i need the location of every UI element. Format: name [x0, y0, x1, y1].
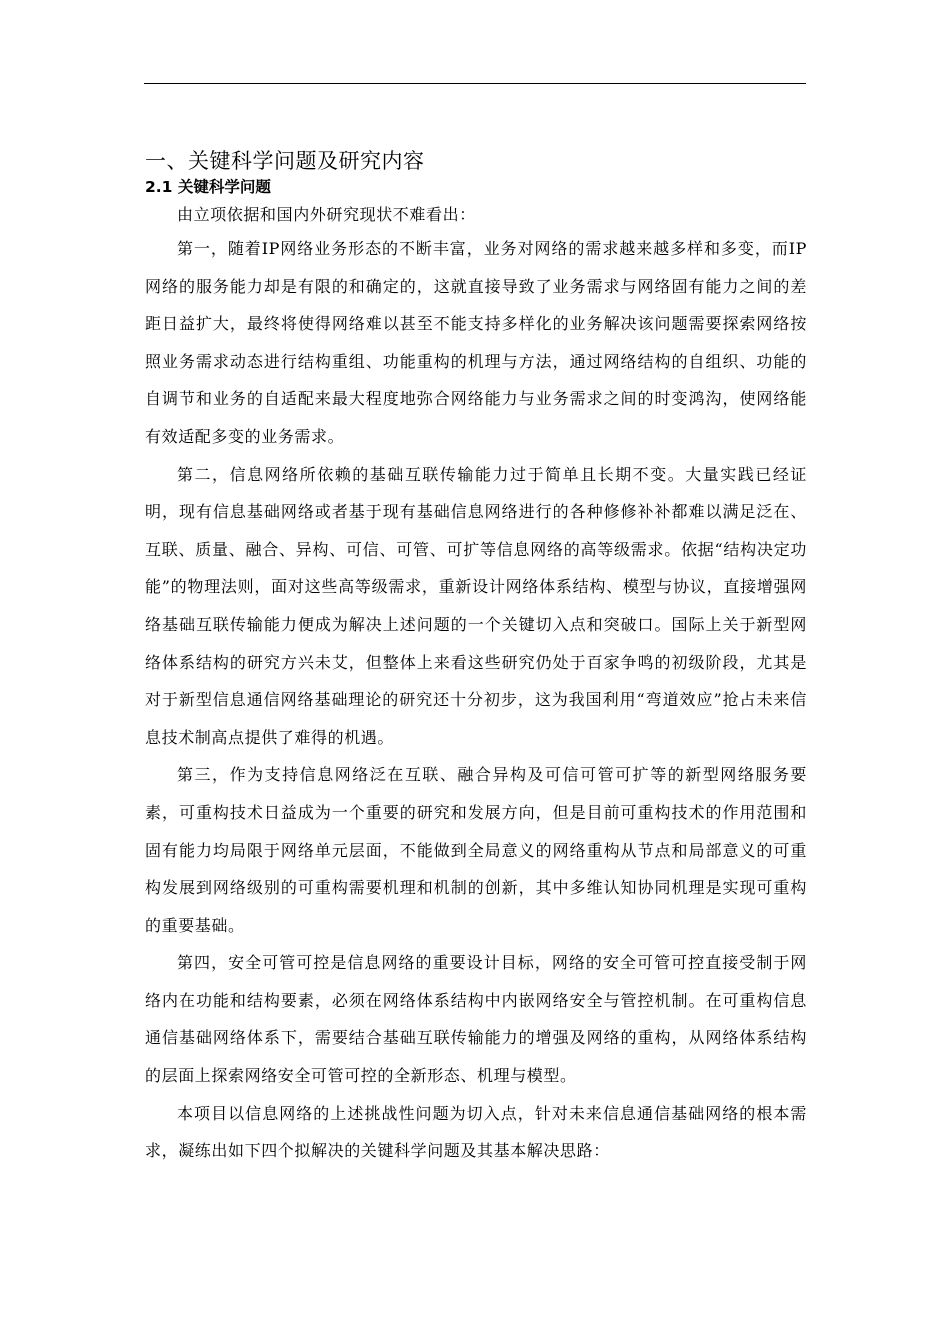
paragraph-intro: 由立项依据和国内外研究现状不难看出： [177, 205, 476, 224]
paragraph-third: 第三，作为支持信息网络泛在互联、融合异构及可信可管可扩等的新型网络服务要素，可重构技术日益成为一个重要的研究和发展方向，但是目前可重构技术的作用范围和固有能力均局限于网络单元层面，不能做到全局意义的网络重构从节点和局部意义的可重构发展到网络级别的可重构需要机理和机制的创新，其中多维认知协同机理是实现可重构的重要基础。 [145, 765, 807, 935]
document-body [145, 146, 807, 1170]
paragraph-summary: 本项目以信息网络的上述挑战性问题为切入点，针对未来信息通信基础网络的根本需求，凝练出如下四个拟解决的关键科学问题及其基本解决思路： [145, 1103, 807, 1161]
section-heading: 一、关键科学问题及研究内容 [145, 149, 425, 173]
paragraph-fourth: 第四，安全可管可控是信息网络的重要设计目标，网络的安全可管可控直接受制于网络内在功能和结构要素，必须在网络体系结构中内嵌网络安全与管控机制。在可重构信息通信基础网络体系下，需要结合基础互联传输能力的增强及网络的重构，从网络体系结构的层面上探索网络安全可管可控的全新形态、机理与模型。 [145, 953, 807, 1086]
header-rule [144, 83, 806, 84]
paragraph-second: 第二，信息网络所依赖的基础互联传输能力过于简单且长期不变。大量实践已经证明，现有信息基础网络或者基于现有基础信息网络进行的各种修修补补都难以满足泛在、互联、质量、融合、异构、可信、可管、可扩等信息网络的高等级需求。依据“结构决定功能”的物理法则，面对这些高等级需求，重新设计网络体系结构、模型与协议，直接增强网络基础互联传输能力便成为解决上述问题的一个关键切入点和突破口。国际上关于新型网络体系结构的研究方兴未艾，但整体上来看这些研究仍处于百家争鸣的初级阶段，尤其是对于新型信息通信网络基础理论的研究还十分初步，这为我国利用“弯道效应”抢占未来信息技术制高点提供了难得的机遇。 [145, 464, 807, 747]
subsection-heading: 2.1 关键科学问题 [145, 178, 271, 196]
paragraph-first: 第一，随着IP网络业务形态的不断丰富，业务对网络的需求越来越多样和多变，而IP网络的服务能力却是有限的和确定的，这就直接导致了业务需求与网络固有能力之间的差距日益扩大，最终将使得网络难以甚至不能支持多样化的业务解决该问题需要探索网络按照业务需求动态进行结构重组、功能重构的机理与方法，通过网络结构的自组织、功能的自调节和业务的自适配来最大程度地弥合网络能力与业务需求之间的时变鸿沟，使网络能有效适配多变的业务需求。 [145, 239, 807, 446]
